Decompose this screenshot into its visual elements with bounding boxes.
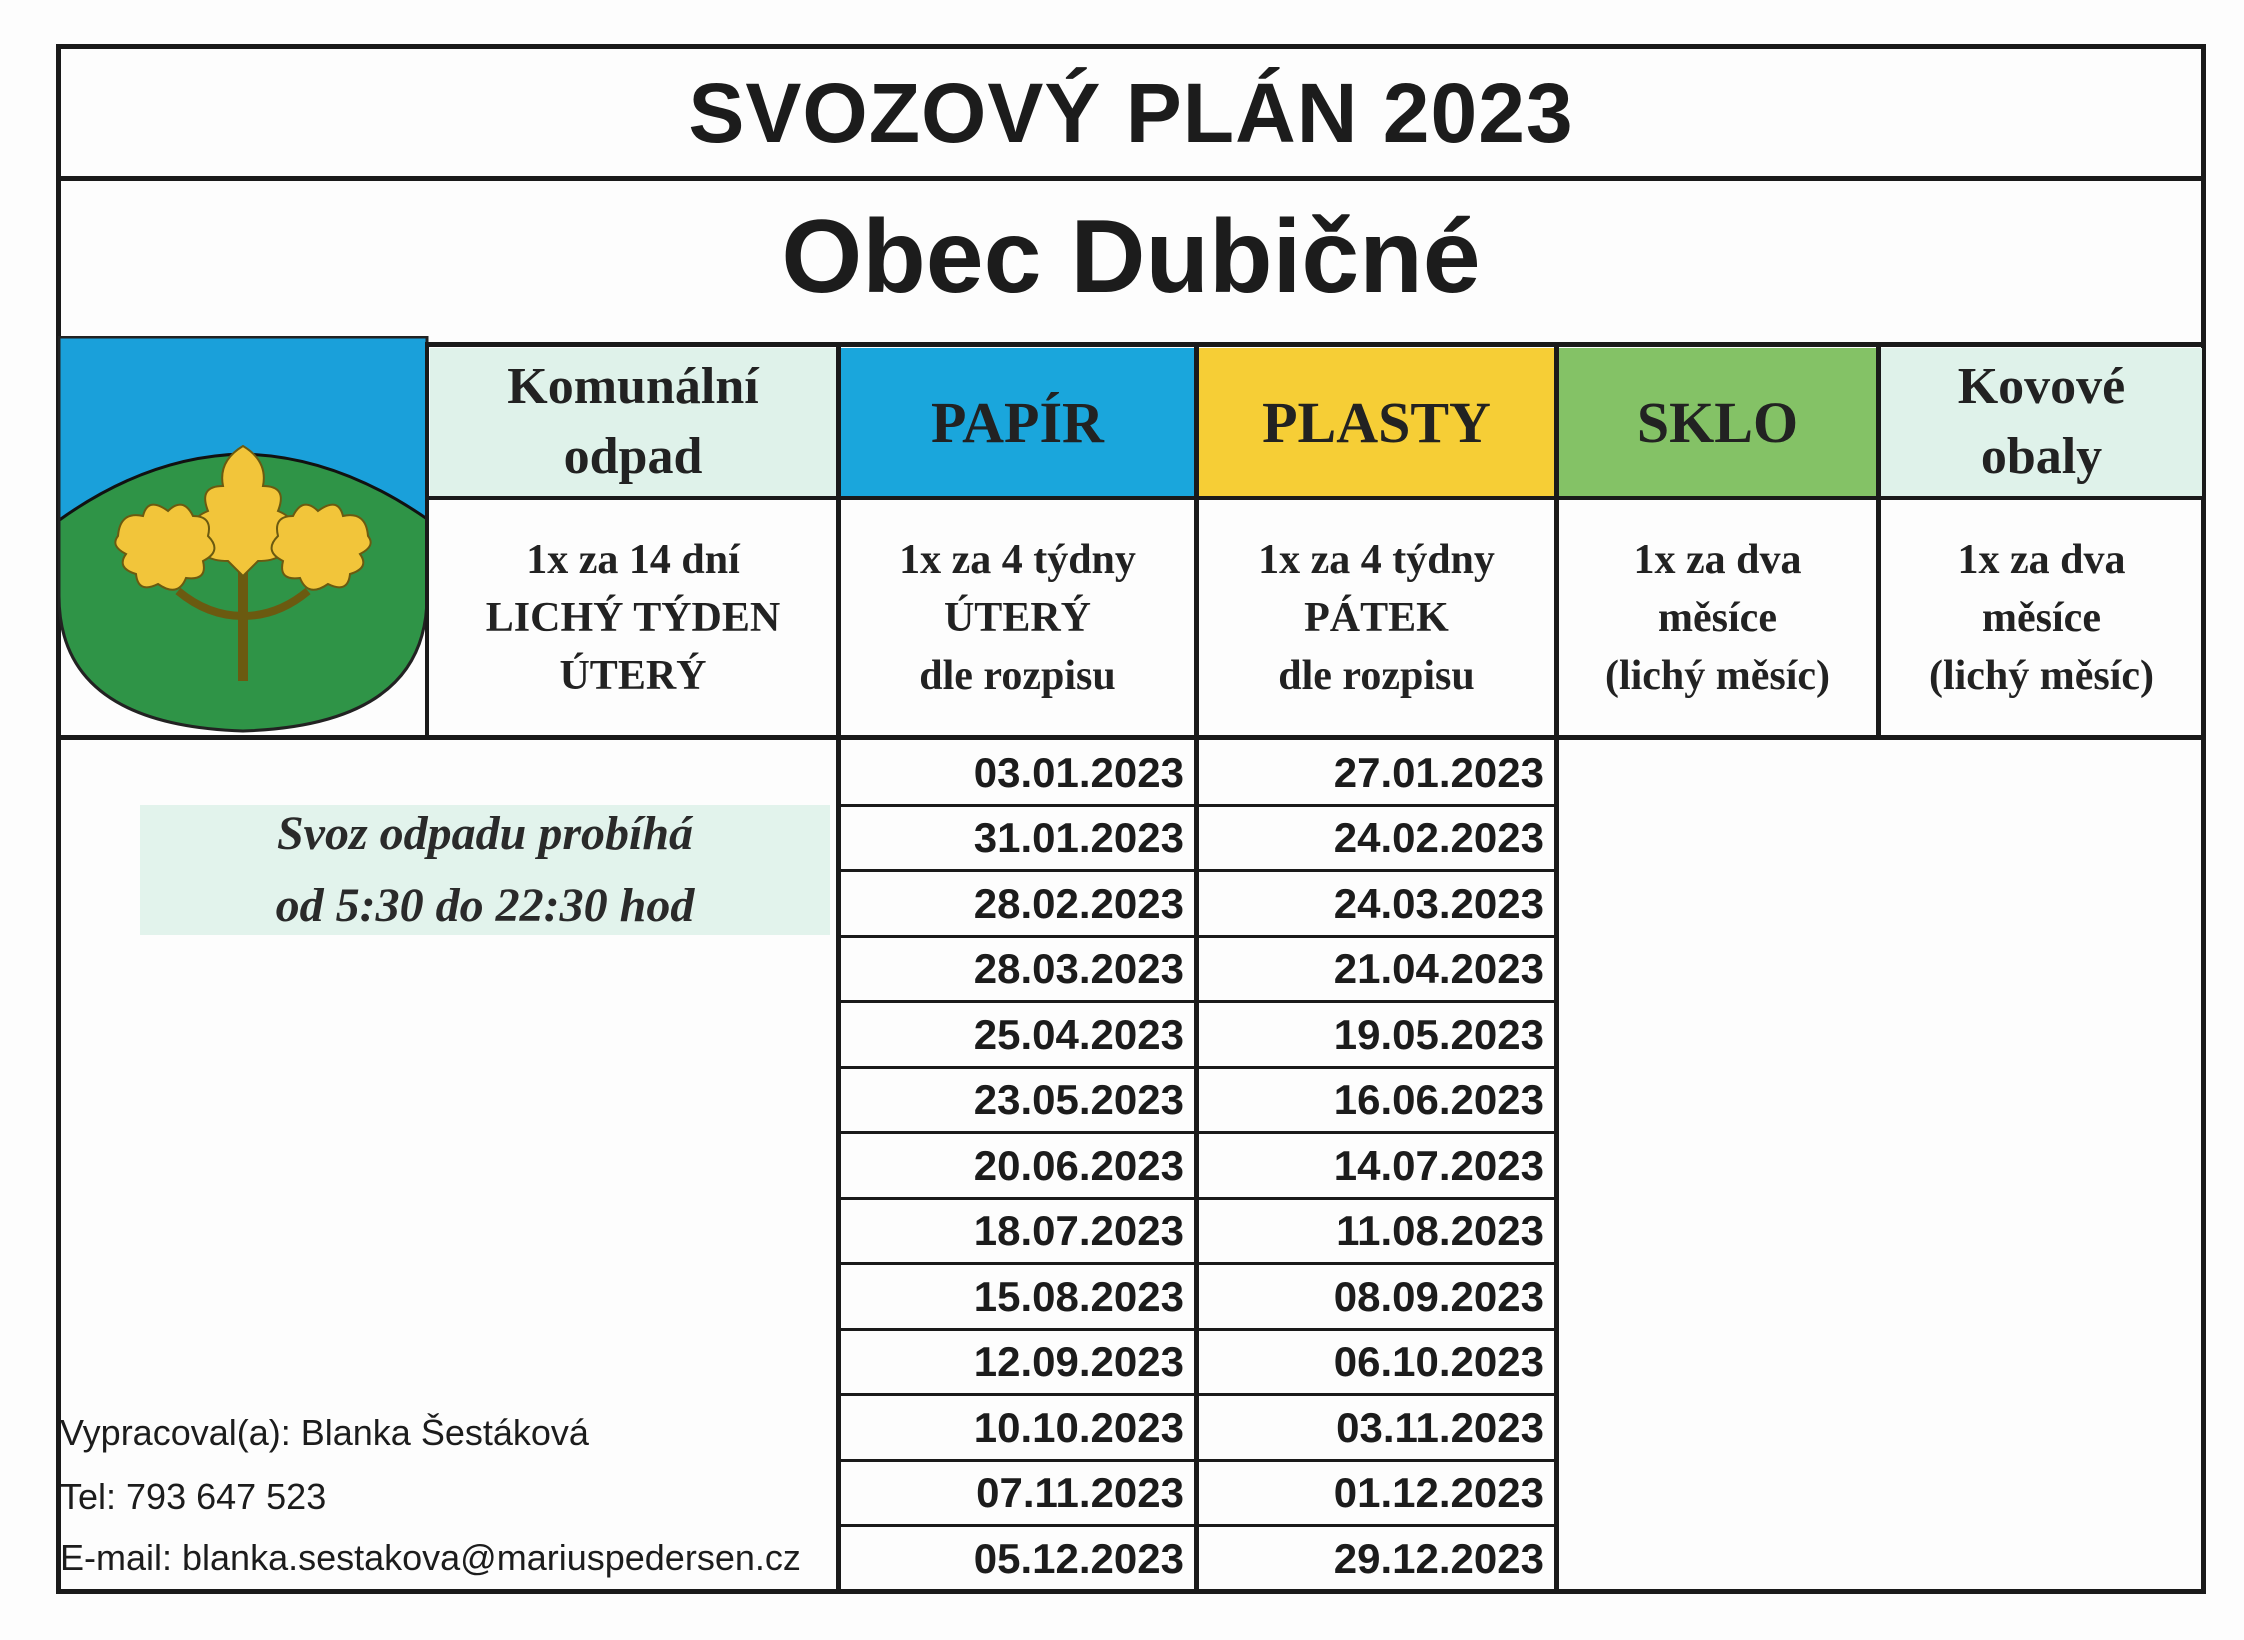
frequency-plasty [1199,501,1554,735]
note-line: od 5:30 do 22:30 hod [275,879,695,932]
frequency-sklo [1559,501,1876,735]
date-cell-papir: 28.02.2023 [973,879,1184,927]
date-cell-plasty: 11.08.2023 [1336,1207,1544,1255]
date-cell-plasty: 01.12.2023 [1333,1469,1544,1517]
header-middle-line [425,496,2206,500]
date-col-divider [1554,740,1559,1594]
date-cell-plasty: 06.10.2023 [1333,1338,1544,1386]
collection-hours-note [140,805,830,935]
column-header-line: obaly [1980,428,2103,485]
page-title: SVOZOVÝ PLÁN 2023 [688,65,1574,160]
frequency-line: 1x za 14 dní [526,537,740,583]
frequency-komunalni-odpad [430,501,836,735]
date-cell-plasty: 19.05.2023 [1333,1010,1544,1058]
date-cell-papir: 25.04.2023 [973,1010,1184,1058]
date-cell-plasty: 08.09.2023 [1333,1272,1544,1320]
frequency-line: LICHÝ TÝDEN [485,595,781,641]
frequency-line: měsíce [1982,595,2101,641]
column-header-komunalni-odpad [430,348,836,496]
date-col-divider [836,740,841,1594]
date-cell-plasty: 29.12.2023 [1333,1534,1544,1582]
column-header-line: Komunální [507,358,759,415]
frequency-line: 1x za 4 týdny [1258,537,1495,583]
frequency-line: dle rozpisu [1278,653,1475,699]
header-col-divider [1876,342,1881,738]
column-header-line: SKLO [1636,389,1799,455]
column-header-line: PAPÍR [931,389,1104,455]
frequency-line: PÁTEK [1304,595,1449,641]
header-col-divider [836,342,841,738]
header-col-divider [425,342,429,738]
date-cell-plasty: 24.02.2023 [1333,814,1544,862]
header-top-line [425,342,2206,347]
date-cell-papir: 03.01.2023 [973,748,1184,796]
column-header-line: Kovové [1957,358,2126,415]
date-cell-plasty: 21.04.2023 [1333,945,1544,993]
date-cell-plasty: 16.06.2023 [1333,1076,1544,1124]
column-header-kovove-obaly [1881,348,2202,496]
note-line: Svoz odpadu probíhá [276,807,694,860]
municipal-crest [58,336,430,734]
date-col-divider [1194,740,1199,1594]
date-cell-plasty: 03.11.2023 [1336,1403,1544,1451]
column-header-papir [841,348,1194,496]
frequency-line: ÚTERÝ [559,653,707,699]
header-col-divider [1194,342,1199,738]
date-cell-papir: 07.11.2023 [976,1469,1184,1517]
municipality-name: Obec Dubičné [781,198,1481,315]
date-cell-papir: 20.06.2023 [973,1141,1184,1189]
frequency-line: (lichý měsíc) [1928,653,2155,699]
frequency-line: 1x za 4 týdny [899,537,1136,583]
frequency-line: ÚTERÝ [943,595,1091,641]
frequency-kovove-obaly [1881,501,2202,735]
date-cell-plasty: 14.07.2023 [1333,1141,1544,1189]
frequency-line: měsíce [1658,595,1777,641]
frequency-line: 1x za dva [1957,537,2126,583]
column-header-plasty [1199,348,1554,496]
frequency-line: 1x za dva [1633,537,1802,583]
header-col-divider [1554,342,1559,738]
title-divider [56,176,2206,181]
author-line: Vypracoval(a): Blanka Šestáková [60,1412,589,1453]
frequency-line: (lichý měsíc) [1604,653,1831,699]
email-line: E-mail: blanka.sestakova@mariuspedersen.cz [60,1537,801,1578]
date-cell-papir: 18.07.2023 [973,1207,1184,1255]
column-header-line: PLASTY [1262,389,1491,455]
date-cell-papir: 15.08.2023 [973,1272,1184,1320]
date-cell-plasty: 27.01.2023 [1333,748,1544,796]
date-cell-papir: 12.09.2023 [973,1338,1184,1386]
column-header-sklo [1559,348,1876,496]
date-cell-papir: 31.01.2023 [973,814,1184,862]
frequency-line: dle rozpisu [919,653,1116,699]
date-cell-papir: 28.03.2023 [973,945,1184,993]
date-cell-plasty: 24.03.2023 [1333,879,1544,927]
date-cell-papir: 23.05.2023 [973,1076,1184,1124]
date-cell-papir: 05.12.2023 [973,1534,1184,1582]
date-cell-papir: 10.10.2023 [973,1403,1184,1451]
phone-line: Tel: 793 647 523 [60,1476,327,1517]
oak-leaf-crest-icon [58,336,430,734]
column-header-line: odpad [563,428,703,485]
frequency-papir [841,501,1194,735]
